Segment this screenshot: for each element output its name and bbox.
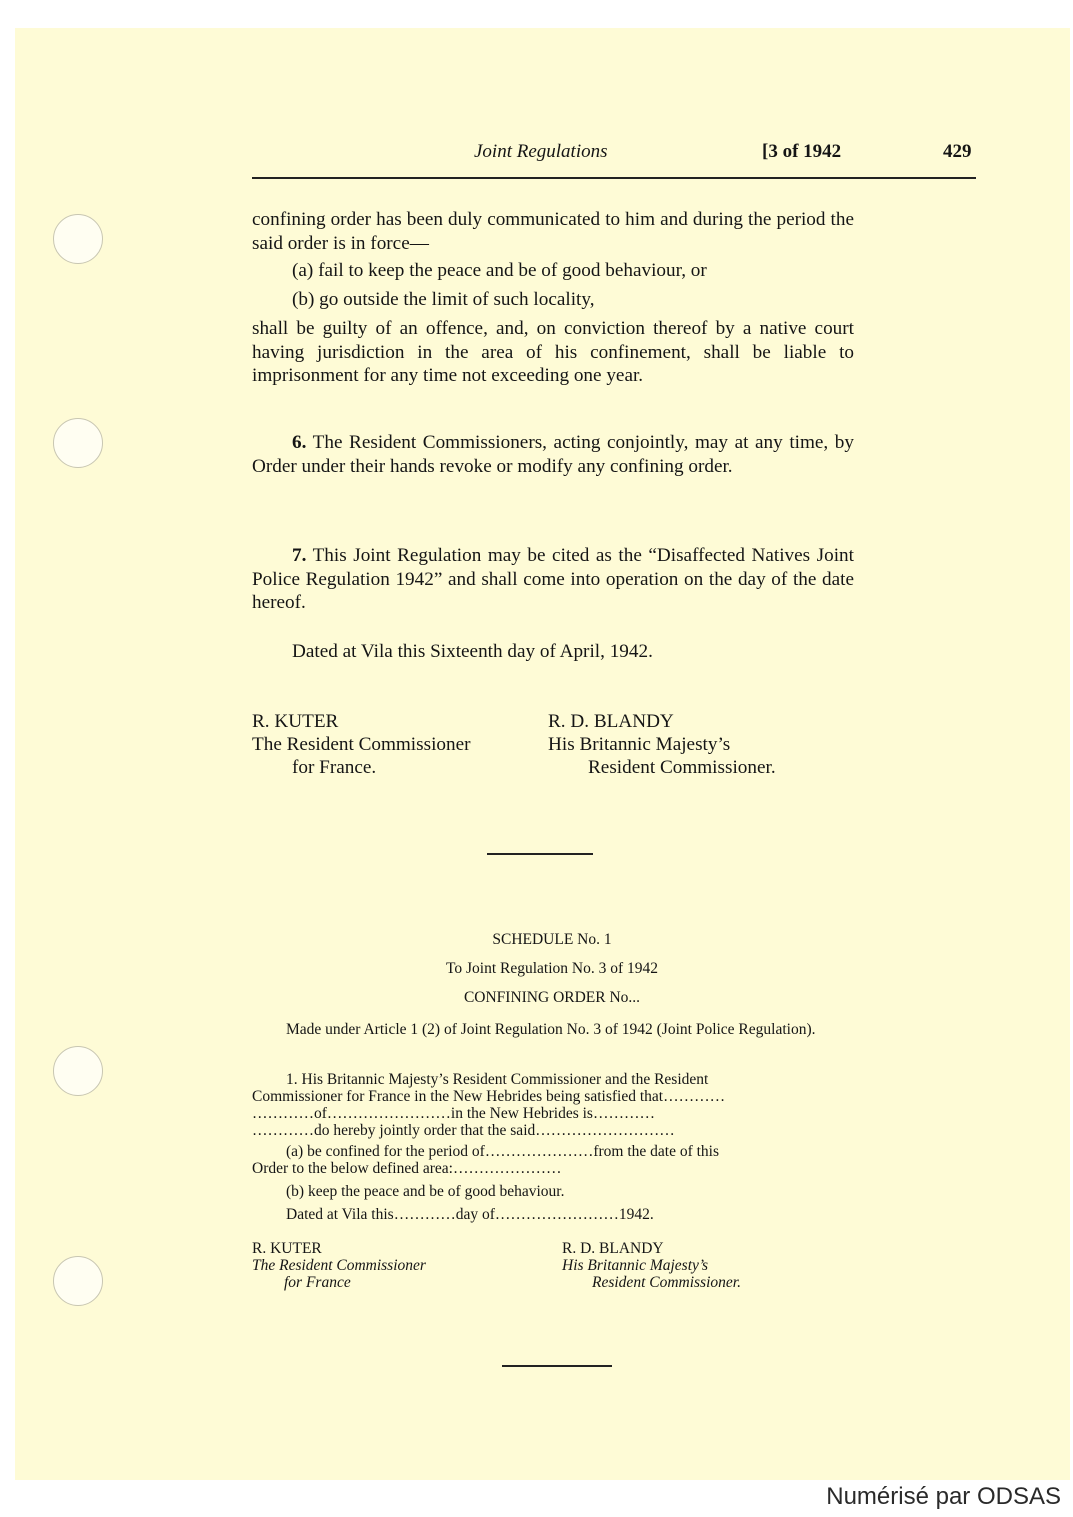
schedule-clause-b: (b) keep the peace and be of good behaviour. [286, 1183, 565, 1200]
schedule-dated-line: Dated at Vila this…………day of……………………1942. [286, 1206, 654, 1223]
digitization-credit: Numérisé par ODSAS [826, 1483, 1061, 1510]
running-header-title: Joint Regulations [474, 141, 608, 162]
schedule-clause-1-line-4: …………do hereby jointly order that the said……………………… [252, 1122, 675, 1139]
schedule-clause-1-line-2: Commissioner for France in the New Hebrides being satisfied that………… [252, 1088, 726, 1105]
list-item-a: (a) fail to keep the peace and be of good behaviour, or [292, 260, 707, 281]
header-rule [252, 177, 976, 179]
section-7-number: 7. [292, 545, 307, 566]
schedule-signatory-left-title: The Resident Commissioner [252, 1257, 426, 1274]
schedule-signatory-right-title: His Britannic Majesty’s [562, 1257, 709, 1274]
section-6-number: 6. [292, 432, 307, 453]
punch-hole [53, 214, 103, 264]
punch-hole [53, 1256, 103, 1306]
section-6 [252, 431, 854, 478]
section-7 [252, 544, 854, 615]
schedule-signatory-left-name: R. KUTER [252, 1240, 322, 1257]
punch-hole [53, 418, 103, 468]
schedule-title: SCHEDULE No. 1 [492, 931, 612, 948]
schedule-subtitle: To Joint Regulation No. 3 of 1942 [445, 960, 659, 977]
signatory-right-title-2: Resident Commissioner. [588, 757, 776, 778]
running-header-reference: [3 of 1942 [762, 141, 842, 162]
section-6-text: The Resident Commissioners, acting conjointly, may at any time, by Order under their hands revoke or modify any confining order. [252, 432, 854, 477]
signatory-right-title: His Britannic Majesty’s [548, 734, 731, 755]
punch-hole [53, 1046, 103, 1096]
signatory-left-name: R. KUTER [252, 711, 339, 732]
signatory-left-title-2: for France. [292, 757, 377, 778]
dated-line: Dated at Vila this Sixteenth day of April, 1942. [292, 641, 653, 662]
paragraph-penalty: shall be guilty of an offence, and, on conviction thereof by a native court having jurisdiction in the area of his confinement, shall be liable to imprisonment for any time not exceeding one year. [252, 318, 854, 386]
schedule-order-title: CONFINING ORDER No... [463, 989, 641, 1006]
schedule-end-divider [502, 1365, 612, 1367]
schedule-signatory-right-title-2: Resident Commissioner. [592, 1274, 741, 1291]
signatory-left-title: The Resident Commissioner [252, 734, 471, 755]
schedule-made-under: Made under Article 1 (2) of Joint Regulation No. 3 of 1942 (Joint Police Regulation). [286, 1021, 816, 1038]
schedule-clause-1-line-3: …………of……………………in the New Hebrides is………… [252, 1105, 655, 1122]
paragraph-continuation: confining order has been duly communicated to him and during the period the said order is in force— [252, 209, 854, 254]
schedule-clause-a-line-1: (a) be confined for the period of…………………from the date of this [286, 1143, 720, 1160]
schedule-signatory-left-title-2: for France [284, 1274, 351, 1291]
list-item-b: (b) go outside the limit of such locality, [292, 289, 595, 310]
page-number: 429 [943, 141, 972, 162]
signatory-right-name: R. D. BLANDY [548, 711, 674, 732]
schedule-clause-1-line-1: 1. His Britannic Majesty’s Resident Commissioner and the Resident [286, 1071, 709, 1088]
section-divider [487, 853, 593, 855]
schedule-signatory-right-name: R. D. BLANDY [562, 1240, 664, 1257]
schedule-clause-a-line-2: Order to the below defined area:………………… [252, 1160, 562, 1177]
section-7-text: This Joint Regulation may be cited as the “Disaffected Natives Joint Police Regulation 1942” and shall come into operation on the day of the date hereof. [252, 545, 854, 613]
